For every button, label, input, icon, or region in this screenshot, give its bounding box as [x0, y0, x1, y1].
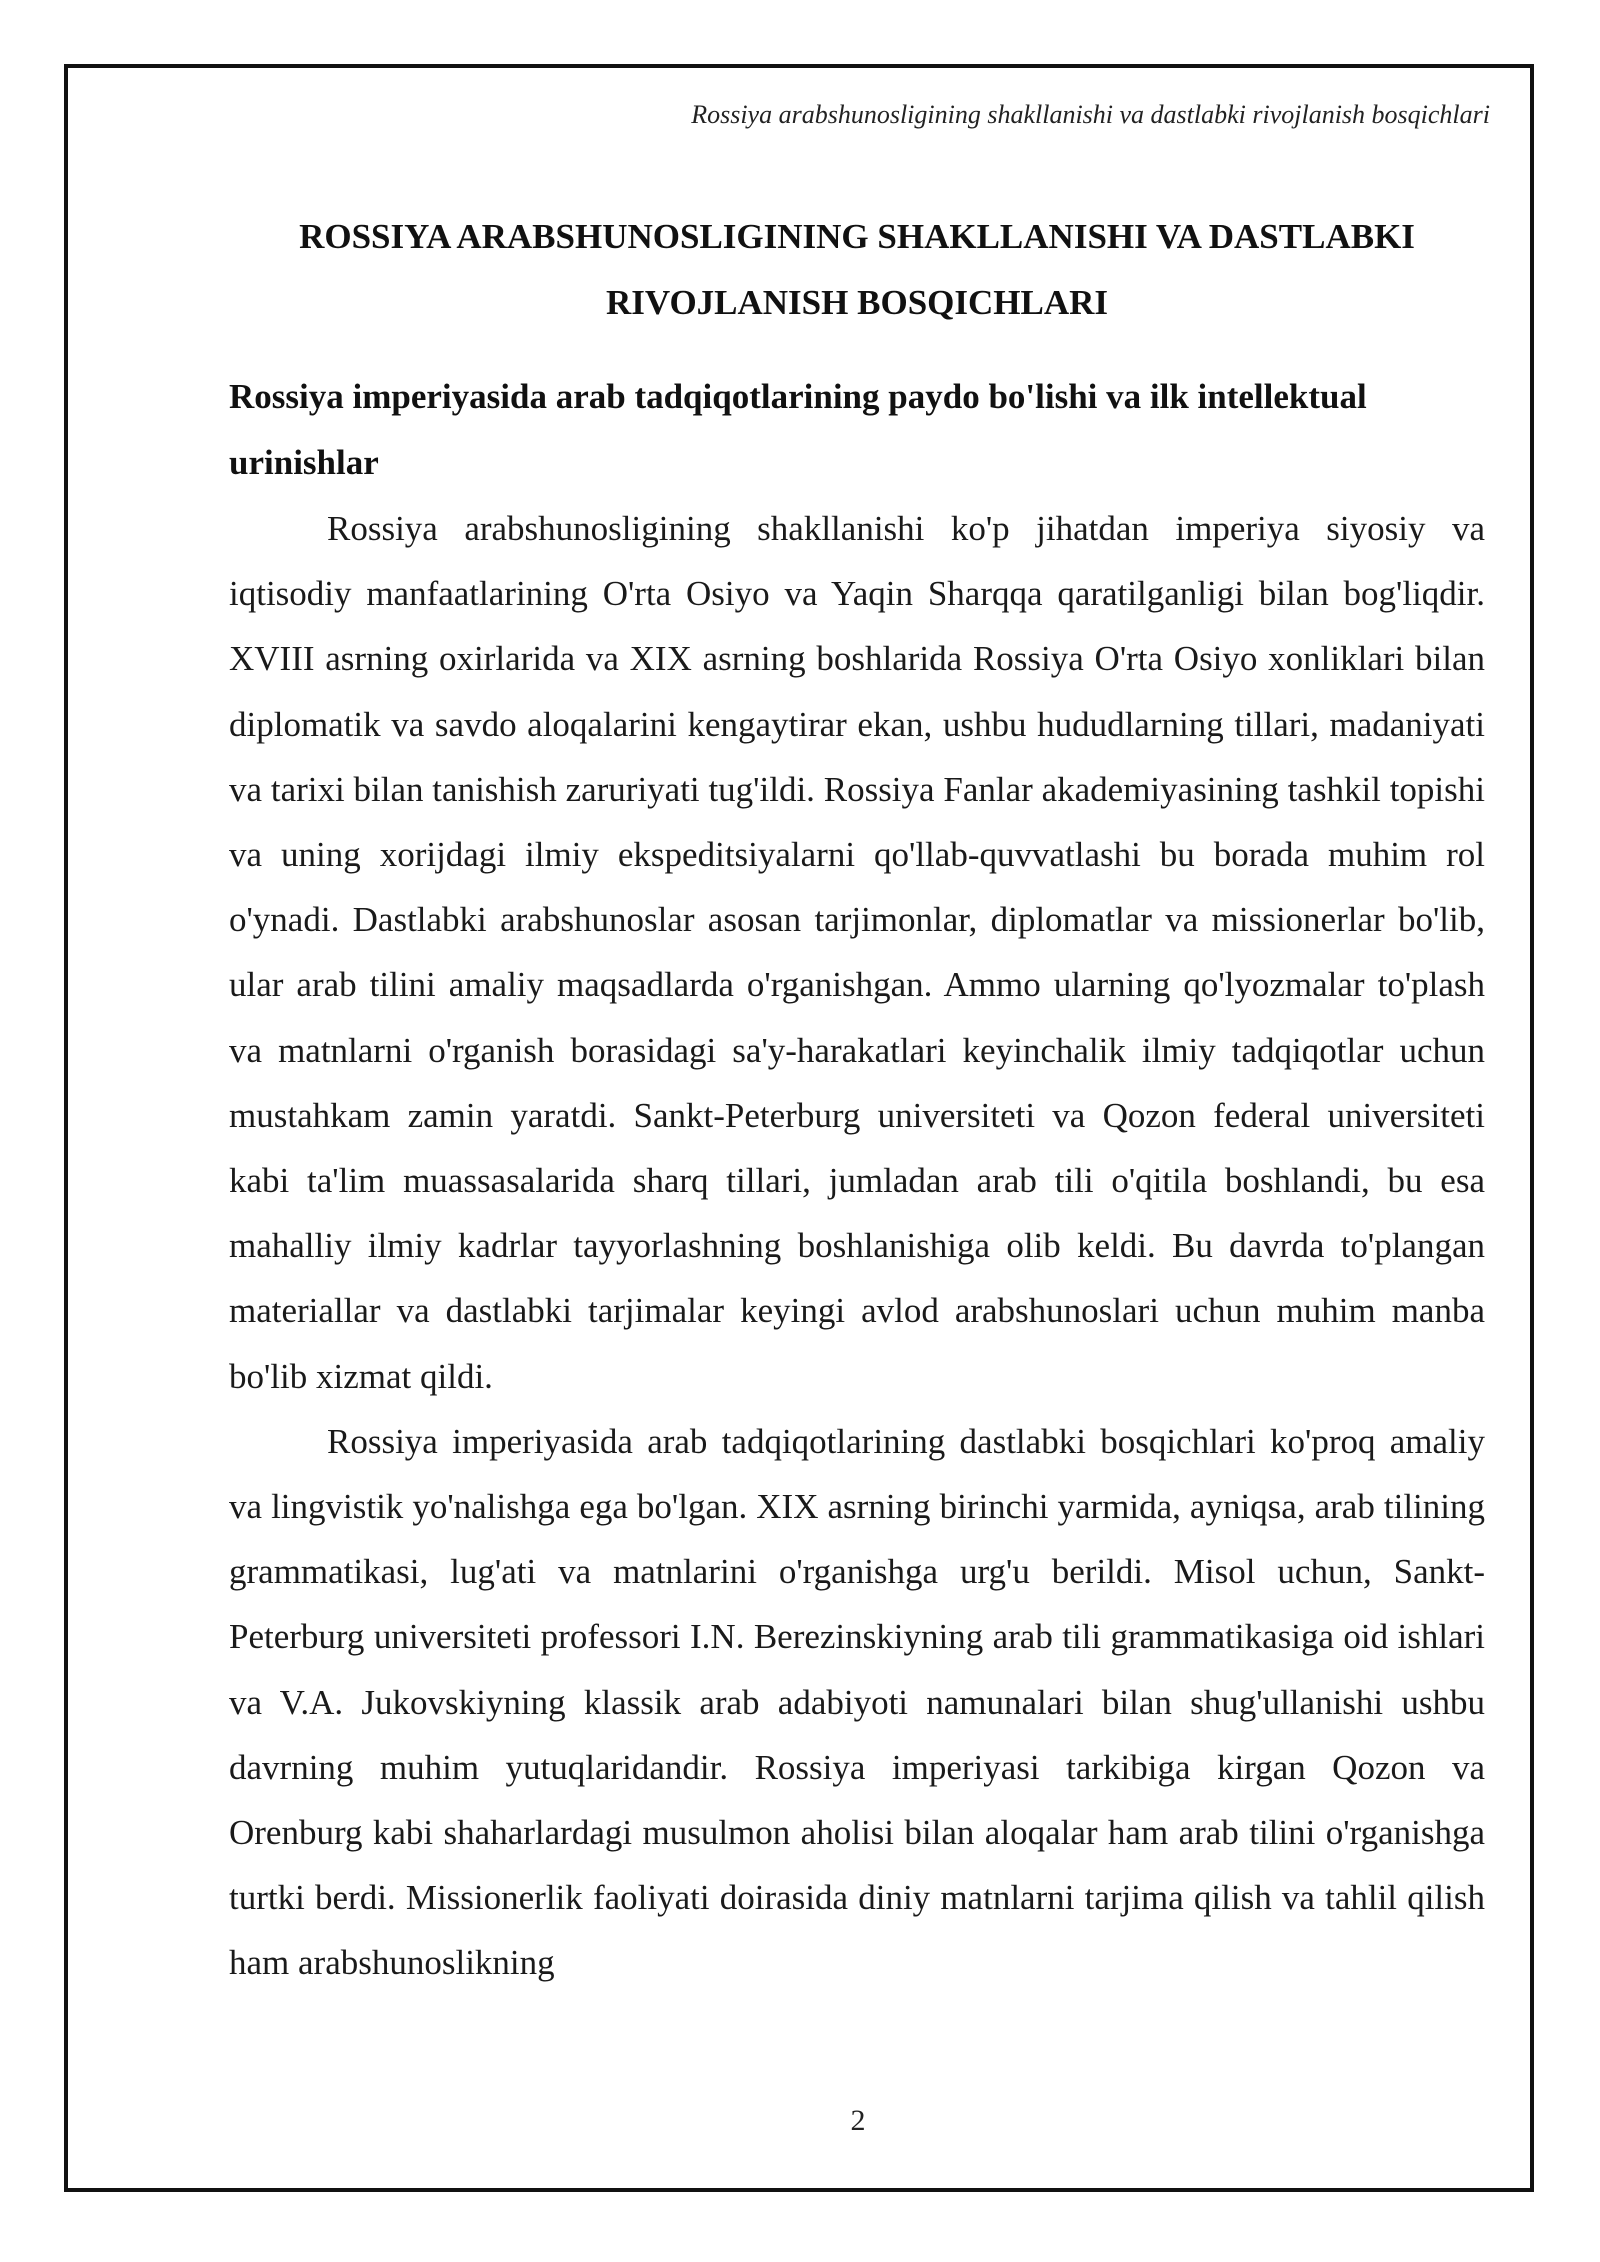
section-heading: Rossiya imperiyasida arab tadqiqotlarining paydo bo'lishi va ilk intellektual urinishlar: [229, 377, 1367, 482]
document-body: [229, 204, 1485, 1996]
page-number: 2: [850, 2104, 866, 2137]
document-title: ROSSIYA ARABSHUNOSLIGINING SHAKLLANISHI VA DASTLABKI RIVOJLANISH BOSQICHLARI: [299, 217, 1415, 322]
body-paragraph-2: Rossiya imperiyasida arab tadqiqotlarining dastlabki bosqichlari ko'proq amaliy va lingvistik yo'nalishga ega bo'lgan. XIX asrning birinchi yarmida, ayniqsa, arab tilining grammatikasi, lug'ati va matnlarini o'rganishga urg'u berildi. Misol uchun, Sankt-Peterburg universiteti professori I.N. Berezinskiyning arab tili grammatikasiga oid ishlari va V.A. Jukovskiyning klassik arab adabiyoti namunalari bilan shug'ullanishi ushbu davrning muhim yutuqlaridandir. Rossiya imperiyasi tarkibiga kirgan Qozon va Orenburg kabi shaharlardagi musulmon aholisi bilan aloqalar ham arab tilini o'rganishga turtki berdi. Missionerlik faoliyati doirasida diniy matnlarni tarjima qilish va tahlil qilish ham arabshunoslikning: [229, 1421, 1485, 1983]
body-paragraph-1: Rossiya arabshunosligining shakllanishi ko'p jihatdan imperiya siyosiy va iqtisodiy manfaatlarining O'rta Osiyo va Yaqin Sharqqa qaratilganligi bilan bog'liqdir. XVIII asrning oxirlarida va XIX asrning boshlarida Rossiya O'rta Osiyo xonliklari bilan diplomatik va savdo aloqalarini kengaytirar ekan, ushbu hududlarning tillari, madaniyati va tarixi bilan tanishish zaruriyati tug'ildi. Rossiya Fanlar akademiyasining tashkil topishi va uning xorijdagi ilmiy ekspeditsiyalarni qo'llab-quvvatlashi bu borada muhim rol o'ynadi. Dastlabki arabshunoslar asosan tarjimonlar, diplomatlar va missionerlar bo'lib, ular arab tilini amaliy maqsadlarda o'rganishgan. Ammo ularning qo'lyozmalar to'plash va matnlarni o'rganish borasidagi sa'y-harakatlari keyinchalik ilmiy tadqiqotlar uchun mustahkam zamin yaratdi. Sankt-Peterburg universiteti va Qozon federal universiteti kabi ta'lim muassasalarida sharq tillari, jumladan arab tili o'qitila boshlandi, bu esa mahalliy ilmiy kadrlar tayyorlashning boshlanishiga olib keldi. Bu davrda to'plangan materiallar va dastlabki tarjimalar keyingi avlod arabshunoslari uchun muhim manba bo'lib xizmat qildi.: [229, 509, 1485, 1396]
running-header: Rossiya arabshunosligining shakllanishi va dastlabki rivojlanish bosqichlari: [691, 100, 1490, 129]
